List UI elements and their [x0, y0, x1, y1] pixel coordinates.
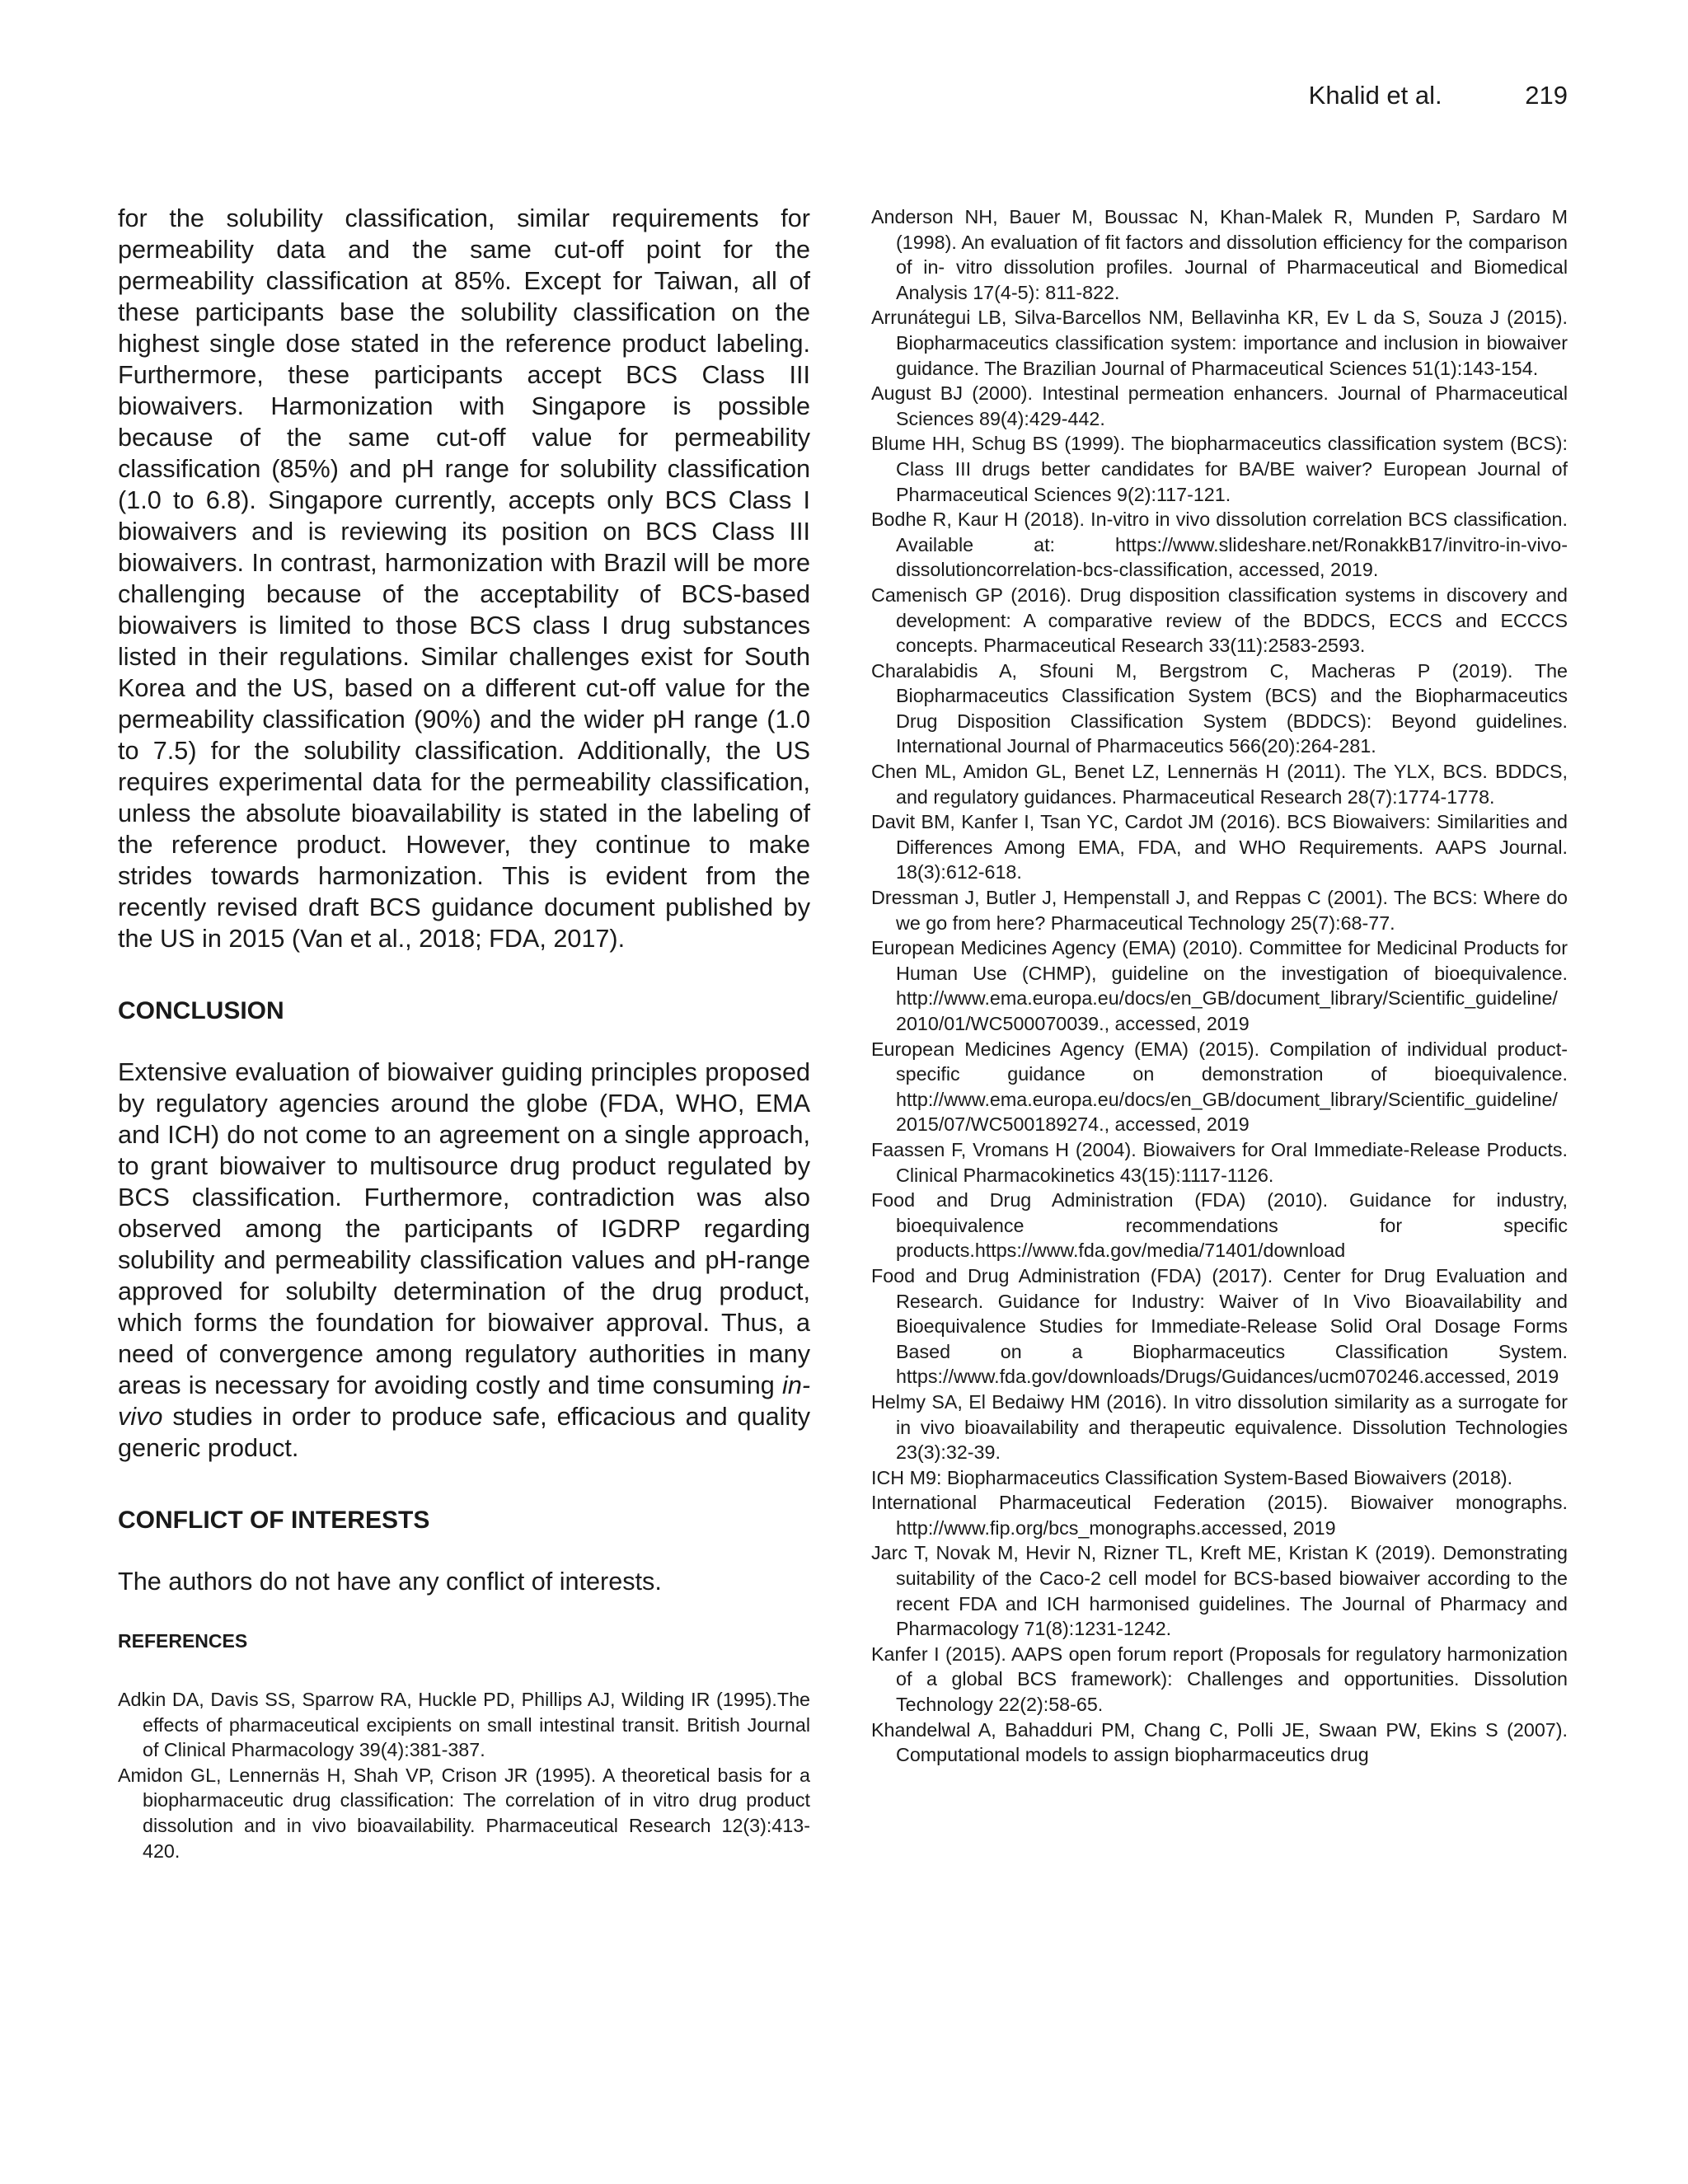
- reference-item: Food and Drug Administration (FDA) (2010). Guidance for industry, bioequivalence recommendations for specific products.https://www.fda.gov/media/71401/download: [871, 1189, 1568, 1262]
- reference-item: Chen ML, Amidon GL, Benet LZ, Lennernäs H (2011). The YLX, BCS. BDDCS, and regulatory guidances. Pharmaceutical Research 28(7):1774-1778.: [871, 761, 1568, 808]
- reference-item: Dressman J, Butler J, Hempenstall J, and Reppas C (2001). The BCS: Where do we go from here? Pharmaceutical Technology 25(7):68-77.: [871, 887, 1568, 934]
- conclusion-text-b: studies in order to produce safe, efficacious and quality generic product.: [118, 1403, 810, 1462]
- reference-item: Jarc T, Novak M, Hevir N, Rizner TL, Kreft ME, Kristan K (2019). Demonstrating suitability of the Caco-2 cell model for BCS-based biowaiver according to the recent FDA and ICH harmonised guidelines. The Journal of Pharmacy and Pharmacology 71(8):1231-1242.: [871, 1542, 1568, 1640]
- reference-item: Khandelwal A, Bahadduri PM, Chang C, Polli JE, Swaan PW, Ekins S (2007). Computational models to assign biopharmaceutics drug: [871, 1718, 1568, 1766]
- right-column: [871, 204, 1568, 1768]
- conflict-text: The authors do not have any conflict of interests.: [118, 1568, 662, 1596]
- reference-item: International Pharmaceutical Federation (2015). Biowaiver monographs. http://www.fip.org/bcs_monographs.accessed, 2019: [871, 1492, 1568, 1539]
- conclusion-paragraph: [118, 1057, 810, 1464]
- reference-item: Amidon GL, Lennernäs H, Shah VP, Crison JR (1995). A theoretical basis for a biopharmaceutic drug classification: The correlation of in vitro drug product dissolution and in vivo bioavailability. Pharmaceutical Research 12(3):413-420.: [118, 1764, 810, 1862]
- conflict-heading: CONFLICT OF INTERESTS: [118, 1507, 430, 1534]
- references-heading: REFERENCES: [118, 1630, 248, 1652]
- conclusion-text-a: Extensive evaluation of biowaiver guiding principles proposed by regulatory agencies around the globe (FDA, WHO, EMA and ICH) do not come to an agreement on a single approach, to grant biowaiver to multisource drug product regulated by BCS classification. Furthermore, contradiction was also observed among the participants of IGDRP regarding solubility and permeability classification values and pH-range approved for solubilty determination of the drug product, which forms the foundation for biowaiver approval. Thus, a need of convergence among regulatory authorities in many areas is necessary for avoiding costly and time consuming: [118, 1058, 810, 1399]
- reference-item: European Medicines Agency (EMA) (2015). Compilation of individual product-specific guidance on demonstration of bioequivalence. http://www.ema.europa.eu/docs/en_GB/document_library/Scientific_guideline/2015/07/WC500189274., accessed, 2019: [871, 1038, 1568, 1136]
- page-number: 219: [1525, 81, 1568, 110]
- reference-item: Camenisch GP (2016). Drug disposition classification systems in discovery and development: A comparative review of the BDDCS, ECCS and ECCCS concepts. Pharmaceutical Research 33(11):2583-2593.: [871, 583, 1568, 657]
- reference-item: Bodhe R, Kaur H (2018). In-vitro in vivo dissolution correlation BCS classification. Available at: https://www.slideshare.net/RonakkB17/invitro-in-vivo-dissolutioncorrelation-bcs-classification, accessed, 2019.: [871, 509, 1568, 581]
- reference-item: Kanfer I (2015). AAPS open forum report (Proposals for regulatory harmonization of a global BCS framework): Challenges and opportunities. Dissolution Technology 22(2):58-65.: [871, 1643, 1568, 1716]
- reference-item: European Medicines Agency (EMA) (2010). Committee for Medicinal Products for Human Use (CHMP), guideline on the investigation of bioequivalence. http://www.ema.europa.eu/docs/en_GB/document_library/Scientific_guideline/2010/01/WC500070039., accessed, 2019: [871, 937, 1568, 1034]
- reference-item: Food and Drug Administration (FDA) (2017). Center for Drug Evaluation and Research. Guidance for Industry: Waiver of In Vivo Bioavailability and Bioequivalence Studies for Immediate-Release Solid Oral Dosage Forms Based on a Biopharmaceutics Classification System. https://www.fda.gov/downloads/Drugs/Guidances/ucm070246.accessed, 2019: [871, 1264, 1568, 1388]
- discussion-paragraph: for the solubility classification, similar requirements for permeability data and the same cut-off point for the permeability classification at 85%. Except for Taiwan, all of these participants base the solubility classification on the highest single dose stated in the reference product labeling. Furthermore, these participants accept BCS Class III biowaivers. Harmonization with Singapore is possible because of the same cut-off value for permeability classification (85%) and pH range for solubility classification (1.0 to 6.8). Singapore currently, accepts only BCS Class I biowaivers and is reviewing its position on BCS Class III biowaivers. In contrast, harmonization with Brazil will be more challenging because of the acceptability of BCS-based biowaivers is limited to those BCS class I drug substances listed in their regulations. Similar challenges exist for South Korea and the US, based on a different cut-off value for the permeability classification (90%) and the wider pH range (1.0 to 7.5) for the solubility classification. Additionally, the US requires experimental data for the permeability classification, unless the absolute bioavailability is stated in the labeling of the reference product. However, they continue to make strides towards harmonization. This is evident from the recently revised draft BCS guidance document published by the US in 2015 (Van et al., 2018; FDA, 2017).: [118, 204, 810, 953]
- reference-item: Charalabidis A, Sfouni M, Bergstrom C, Macheras P (2019). The Biopharmaceutics Classification System (BCS) and the Biopharmaceutics Drug Disposition Classification System (BDDCS): Beyond guidelines. International Journal of Pharmaceutics 566(20):264-281.: [871, 659, 1568, 757]
- references-list-left: [118, 1687, 810, 1863]
- conclusion-italic: in-vivo: [118, 1371, 811, 1431]
- reference-item: ICH M9: Biopharmaceutics Classification System-Based Biowaivers (2018).: [871, 1466, 1513, 1488]
- reference-item: Faassen F, Vromans H (2004). Biowaivers for Oral Immediate-Release Products. Clinical Pharmacokinetics 43(15):1117-1126.: [871, 1138, 1568, 1186]
- reference-item: Davit BM, Kanfer I, Tsan YC, Cardot JM (2016). BCS Biowaivers: Similarities and Differences Among EMA, FDA, and WHO Requirements. AAPS Journal. 18(3):612-618.: [871, 811, 1568, 883]
- reference-item: Arrunátegui LB, Silva-Barcellos NM, Bellavinha KR, Ev L da S, Souza J (2015). Biopharmaceutics classification system: importance and inclusion in biowaiver guidance. The Brazilian Journal of Pharmaceutical Sciences 51(1):143-154.: [871, 307, 1568, 379]
- reference-item: Blume HH, Schug BS (1999). The biopharmaceutics classification system (BCS): Class III drugs better candidates for BA/BE waiver? European Journal of Pharmaceutical Sciences 9(2):117-121.: [871, 433, 1568, 505]
- reference-item: August BJ (2000). Intestinal permeation enhancers. Journal of Pharmaceutical Sciences 89(4):429-442.: [871, 382, 1568, 429]
- reference-item: Anderson NH, Bauer M, Boussac N, Khan-Malek R, Munden P, Sardaro M (1998). An evaluation of fit factors and dissolution efficiency for the comparison of in- vitro dissolution profiles. Journal of Pharmaceutical and Biomedical Analysis 17(4-5): 811-822.: [871, 206, 1568, 303]
- reference-item: Adkin DA, Davis SS, Sparrow RA, Huckle PD, Phillips AJ, Wilding IR (1995).The effects of pharmaceutical excipients on small intestinal transit. British Journal of Clinical Pharmacology 39(4):381-387.: [118, 1689, 810, 1761]
- running-header: [1309, 81, 1568, 110]
- conclusion-heading: CONCLUSION: [118, 997, 284, 1024]
- left-column: [118, 203, 810, 1863]
- header-author: Khalid et al.: [1308, 81, 1442, 110]
- reference-item: Helmy SA, El Bedaiwy HM (2016). In vitro dissolution similarity as a surrogate for in vivo bioavailability and therapeutic equivalence. Dissolution Technologies 23(3):32-39.: [871, 1390, 1568, 1464]
